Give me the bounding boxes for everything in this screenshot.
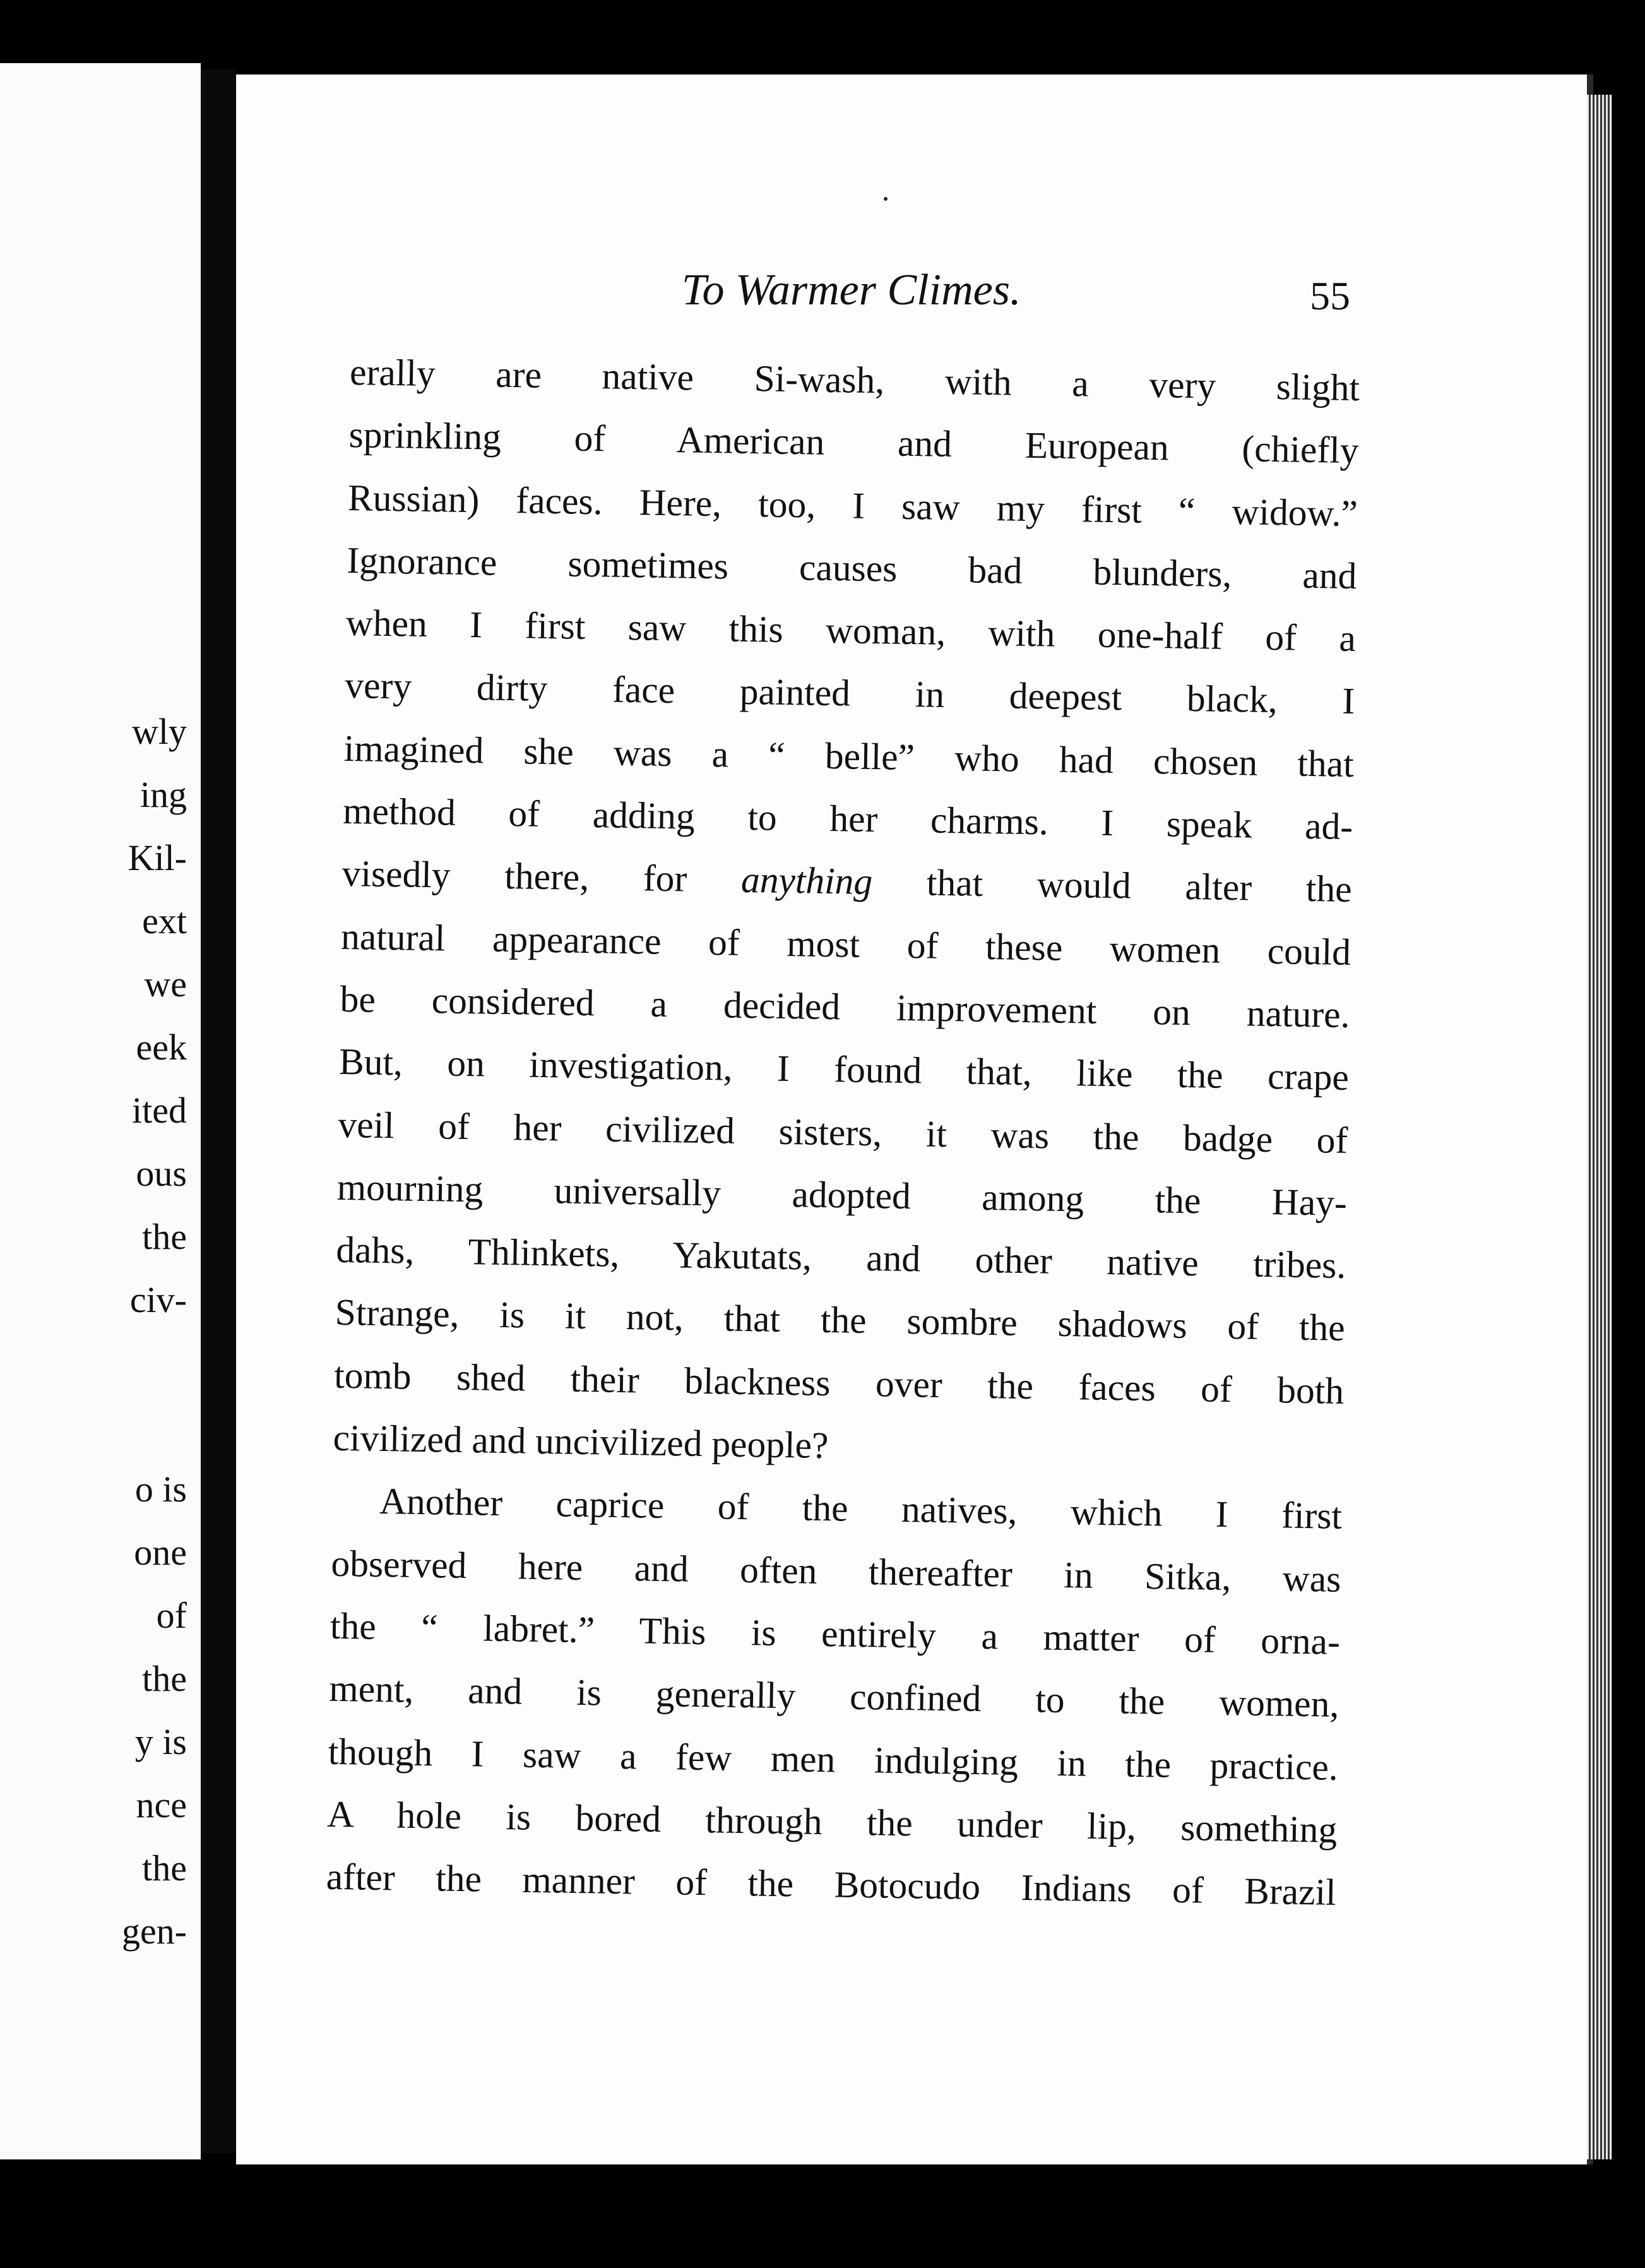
text-line: method of adding to her charms. I speak ad- [342,789,1353,848]
left-text-fragment: ous [136,1153,187,1194]
printer-mark [884,197,888,201]
left-text-fragment: the [142,1847,187,1889]
left-text-fragment: the [142,1216,187,1257]
previous-page-edge [0,63,201,2159]
left-text-fragment: ext [142,900,187,941]
text-line: dahs, Thlinkets, Yakutats, and other native tribes. [335,1228,1346,1287]
left-text-fragment: eek [136,1027,187,1068]
text-line: mourning universally adopted among the Hay- [336,1166,1348,1224]
text-line: ment, and is generally confined to the women, [328,1667,1339,1726]
running-head: To Warmer Climes. [682,266,1021,314]
left-text-fragment: gen- [121,1911,187,1952]
text-line: sprinkling of American and European (chiefly [348,414,1359,472]
page-edges [1587,95,1612,2159]
left-text-fragment: o is [134,1469,187,1510]
left-text-fragment: nce [136,1784,187,1825]
text-line: civilized and uncivilized people? [333,1416,829,1467]
left-text-fragment: of [156,1595,187,1636]
text-line: natural appearance of most of these women could [340,915,1351,973]
text-line: when I first saw this woman, with one-half of a [345,602,1357,660]
left-text-fragment: we [144,964,187,1005]
left-text-fragment: one [134,1532,187,1573]
left-text-fragment: Kil- [128,837,187,878]
text-line: the “ labret.” This is entirely a matter of orna- [330,1604,1341,1662]
text-line: Another caprice of the natives, which I first [379,1480,1343,1537]
text-line: Ignorance sometimes causes bad blunders, and [347,539,1357,597]
page-number: 55 [1310,273,1350,318]
text-line: A hole is bored through the under lip, something [326,1793,1338,1851]
body-text [326,341,1360,1924]
text-line: observed here and often thereafter in Sitka, was [331,1542,1341,1600]
left-text-fragment: the [142,1658,187,1699]
text-line: after the manner of the Botocudo Indians of Brazil [326,1855,1337,1913]
text-line: very dirty face painted in deepest black, I [344,664,1355,722]
text-line: Russian) faces. Here, too, I saw my first “ widow.” [347,476,1358,534]
left-text-fragment: y is [134,1721,187,1762]
text-line: Strange, is it not, that the sombre shadows of the [335,1291,1346,1349]
text-line: though I saw a few men indulging in the practice. [328,1730,1339,1788]
text-segment: visedly there, for [341,852,687,900]
left-text-fragment: civ- [129,1279,187,1320]
text-line: But, on investigation, I found that, like the crape [338,1041,1350,1099]
text-segment: that would alter the [926,861,1353,910]
book-gutter [201,69,236,2153]
italic-word: anything [740,859,873,903]
left-text-fragment: ing [140,774,187,815]
text-line: imagined she was a “ belle” who had chosen that [343,727,1355,785]
left-text-fragment: ited [132,1090,187,1131]
text-line: veil of her civilized sisters, it was the badge of [337,1103,1348,1161]
text-line: be considered a decided improvement on nature. [340,977,1350,1036]
left-text-fragment: wly [132,711,187,752]
text-line: erally are native Si-wash, with a very slight [349,350,1360,409]
text-line: tomb shed their blackness over the faces of both [333,1354,1345,1412]
